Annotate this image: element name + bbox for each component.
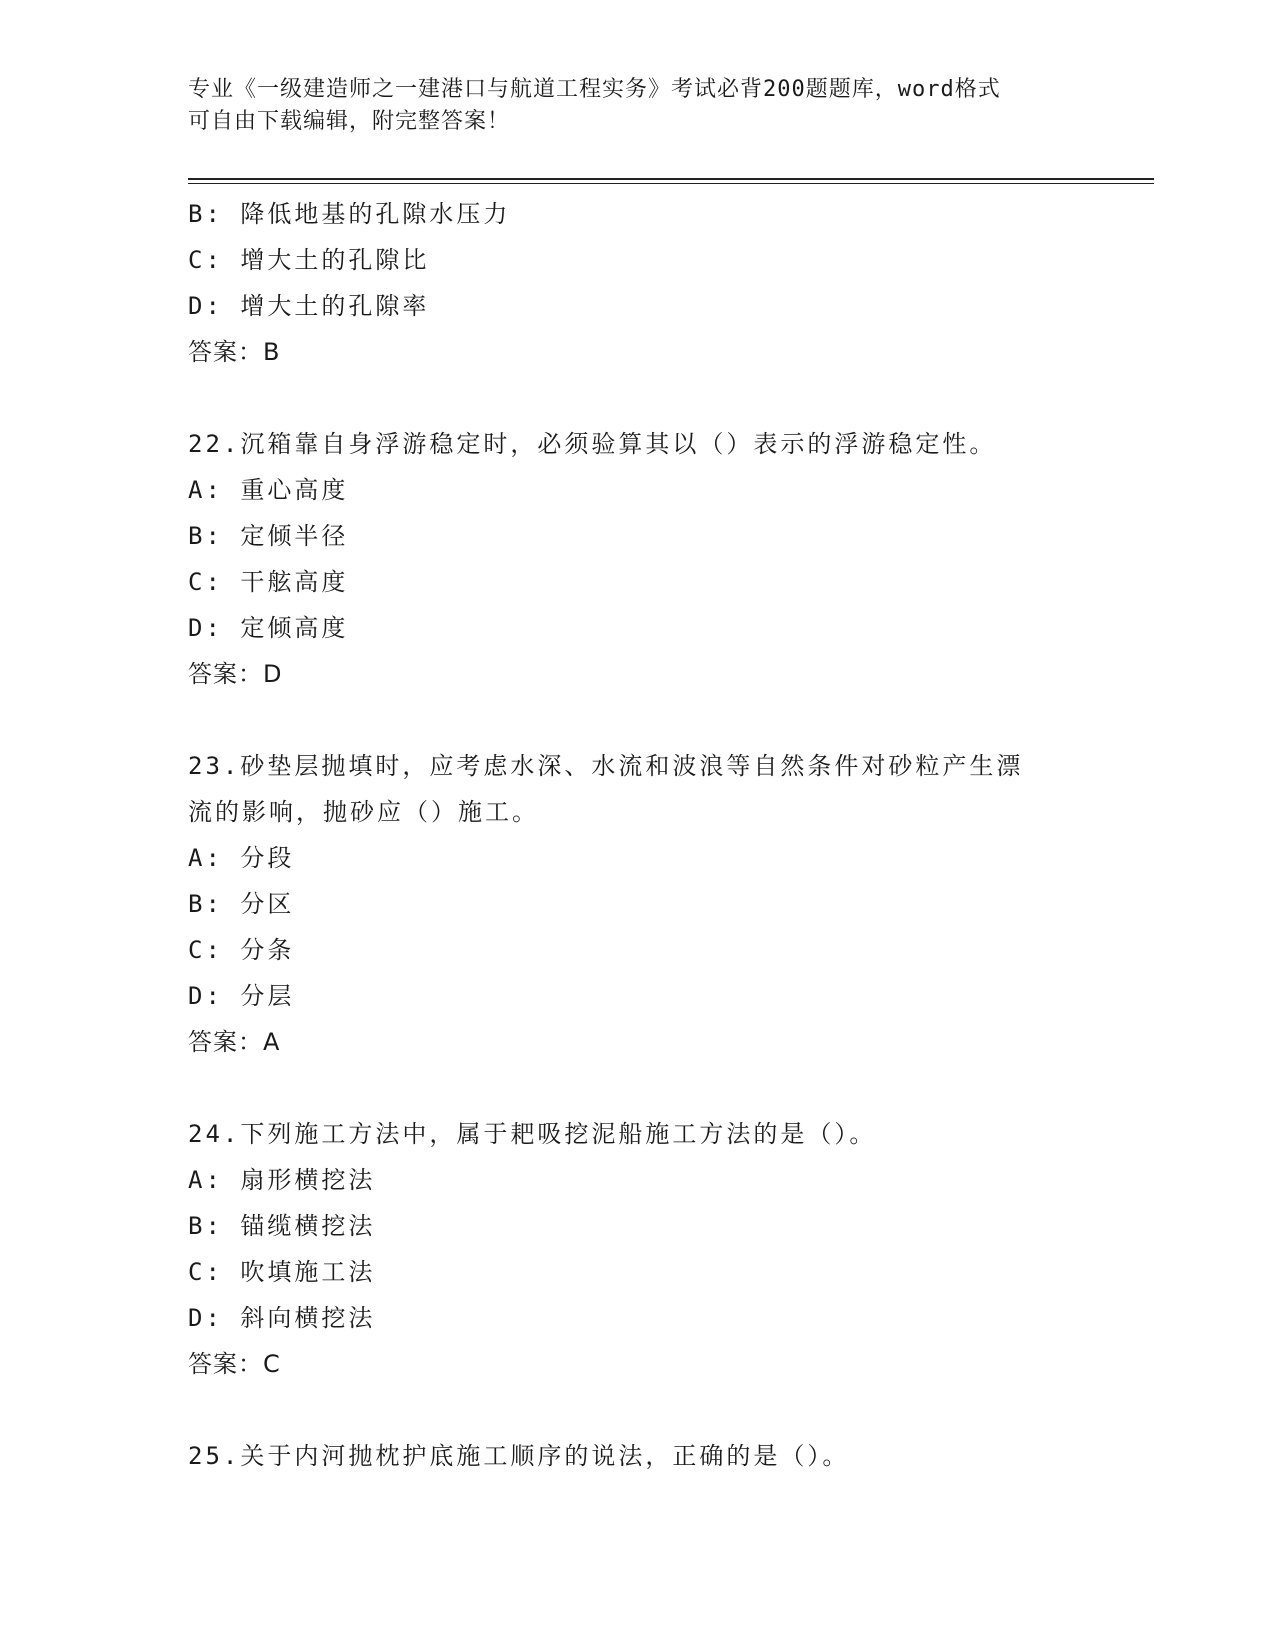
question-text-line-2: 流的影响，抛砂应（）施工。 [188,798,539,826]
option-b: B: 锚缆横挖法 [188,1212,376,1240]
spacer [188,697,1154,743]
question-24 [188,1111,1154,1387]
answer: 答案：A [188,1028,281,1056]
question-text: 22.沉箱靠自身浮游稳定时，必须验算其以（）表示的浮游稳定性。 [188,430,997,458]
header-divider-thick [188,178,1154,180]
spacer [188,1387,1154,1433]
answer: 答案：C [188,1350,281,1378]
option-c: C: 增大土的孔隙比 [188,246,430,274]
question-list [188,191,1154,1479]
option-c: C: 分条 [188,936,295,964]
question-25 [188,1433,1154,1479]
answer: 答案：D [188,660,283,688]
header-line-1: 专业《一级建造师之一建港口与航道工程实务》考试必背200题题库，word格式 [188,77,1001,102]
header-divider-thin [188,183,1154,184]
spacer [188,1065,1154,1111]
question-text: 25.关于内河抛枕护底施工顺序的说法，正确的是（）。 [188,1442,850,1470]
option-b: B: 降低地基的孔隙水压力 [188,200,511,228]
option-c: C: 干舷高度 [188,568,349,596]
question-23 [188,743,1154,1065]
option-a: A: 扇形横挖法 [188,1166,376,1194]
question-21-continued [188,191,1154,375]
question-text-line-1: 23.砂垫层抛填时，应考虑水深、水流和波浪等自然条件对砂粒产生漂 [188,752,1024,780]
header-line-2: 可自由下载编辑，附完整答案！ [188,109,511,134]
option-d: D: 分层 [188,982,295,1010]
option-d: D: 增大土的孔隙率 [188,292,430,320]
question-22 [188,421,1154,697]
option-a: A: 重心高度 [188,476,349,504]
option-a: A: 分段 [188,844,295,872]
option-c: C: 吹填施工法 [188,1258,376,1286]
option-d: D: 定倾高度 [188,614,349,642]
option-b: B: 定倾半径 [188,522,349,550]
document-header [188,74,1088,138]
question-text: 24.下列施工方法中，属于耙吸挖泥船施工方法的是（）。 [188,1120,877,1148]
option-b: B: 分区 [188,890,295,918]
option-d: D: 斜向横挖法 [188,1304,376,1332]
spacer [188,375,1154,421]
answer: 答案：B [188,338,281,366]
